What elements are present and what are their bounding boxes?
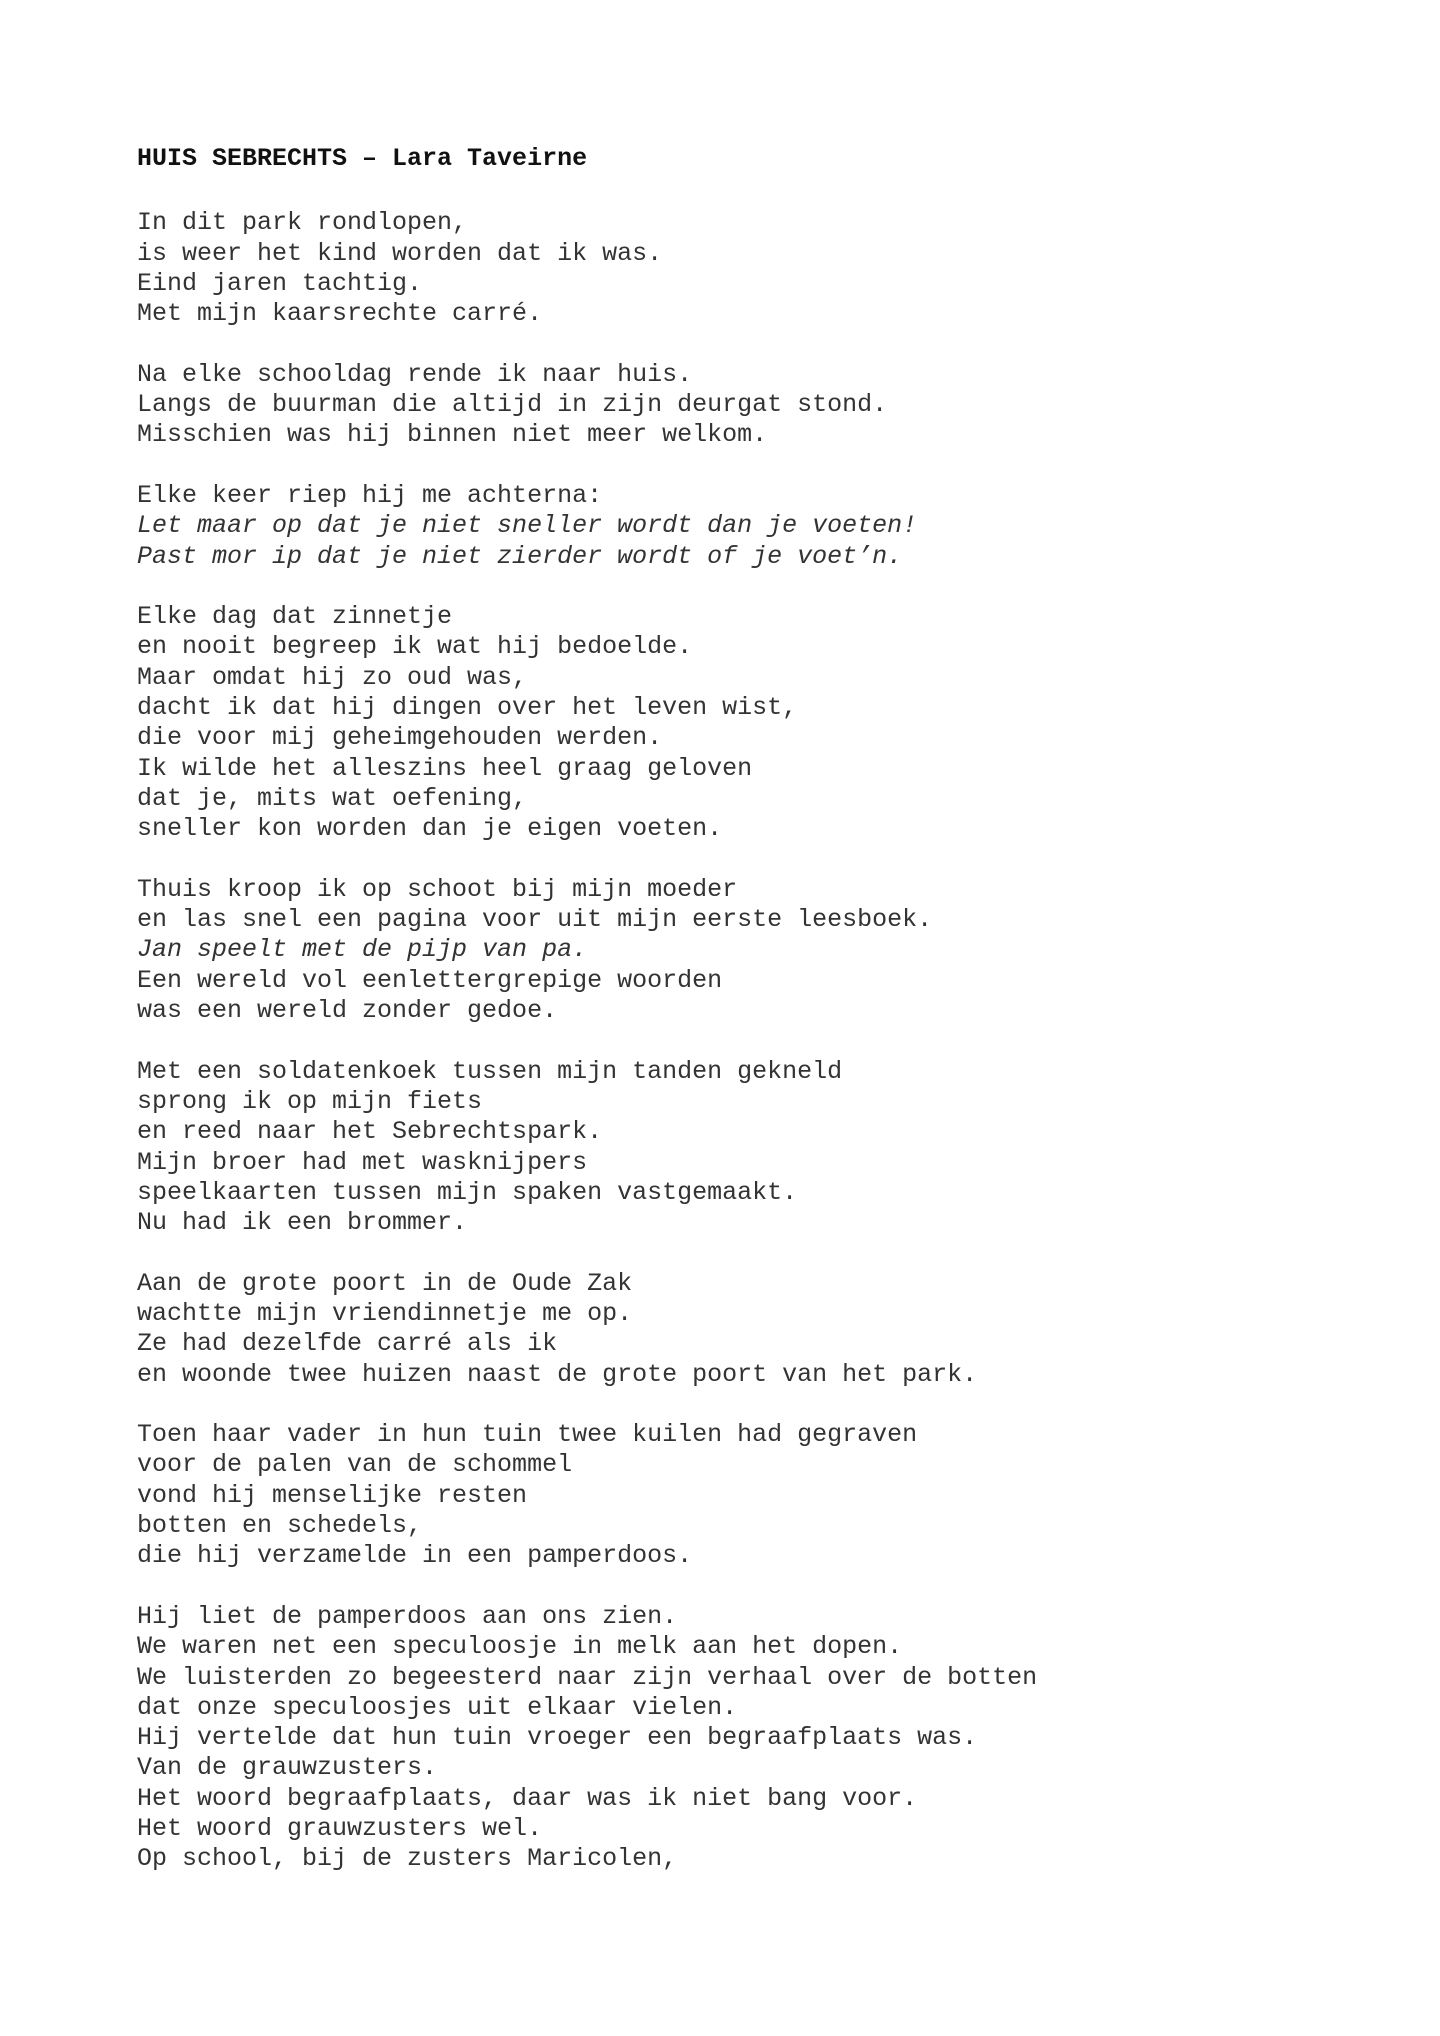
poem [137, 144, 1337, 1905]
stanza-6 [137, 1057, 1337, 1239]
poem-line: Het woord begraafplaats, daar was ik niet bang voor. [137, 1783, 918, 1813]
poem-line: Eind jaren tachtig. [137, 268, 423, 298]
poem-line: Met een soldatenkoek tussen mijn tanden gekneld [137, 1056, 843, 1086]
poem-line: Hij liet de pamperdoos aan ons zien. [137, 1601, 678, 1631]
poem-line: dacht ik dat hij dingen over het leven wist, [137, 693, 798, 723]
poem-line: We waren net een speculoosje in melk aan het dopen. [137, 1632, 903, 1662]
poem-line: Een wereld vol eenlettergrepige woorden [137, 965, 723, 995]
poem-line: wachtte mijn vriendinnetje me op. [137, 1298, 633, 1328]
poem-line: Mijn broer had met wasknijpers [137, 1147, 588, 1177]
stanza-1 [137, 208, 1337, 329]
poem-line: die hij verzamelde in een pamperdoos. [137, 1541, 693, 1571]
poem-line-italic: Let maar op dat je niet sneller wordt dan je voeten! [137, 511, 918, 541]
stanza-4 [137, 602, 1337, 844]
poem-line: Langs de buurman die altijd in zijn deurgat stond. [137, 390, 888, 420]
poem-line: voor de palen van de schommel [137, 1450, 573, 1480]
poem-line: Misschien was hij binnen niet meer welkom. [137, 420, 768, 450]
poem-line: We luisterden zo begeesterd naar zijn verhaal over de botten [137, 1662, 1038, 1692]
poem-line: Thuis kroop ik op schoot bij mijn moeder [137, 874, 738, 904]
poem-line: Ik wilde het alleszins heel graag geloven [137, 753, 753, 783]
poem-line: Op school, bij de zusters Maricolen, [137, 1844, 678, 1874]
poem-line: vond hij menselijke resten [137, 1480, 528, 1510]
poem-line: Ze had dezelfde carré als ik [137, 1329, 558, 1359]
poem-line: Van de grauwzusters. [137, 1753, 438, 1783]
poem-line: Elke dag dat zinnetje [137, 602, 453, 632]
poem-line: Hij vertelde dat hun tuin vroeger een begraafplaats was. [137, 1723, 978, 1753]
poem-line: Toen haar vader in hun tuin twee kuilen had gegraven [137, 1420, 918, 1450]
poem-line: botten en schedels, [137, 1511, 423, 1541]
poem-line: is weer het kind worden dat ik was. [137, 238, 663, 268]
poem-line: sneller kon worden dan je eigen voeten. [137, 814, 723, 844]
poem-line: sprong ik op mijn fiets [137, 1086, 483, 1116]
stanza-9 [137, 1602, 1337, 1875]
poem-line: en reed naar het Sebrechtspark. [137, 1117, 603, 1147]
poem-line: In dit park rondlopen, [137, 208, 468, 238]
stanza-3 [137, 481, 1337, 572]
stanza-8 [137, 1420, 1337, 1571]
stanza-2 [137, 360, 1337, 451]
poem-line: was een wereld zonder gedoe. [137, 996, 558, 1026]
poem-line: Maar omdat hij zo oud was, [137, 662, 528, 692]
poem-line: speelkaarten tussen mijn spaken vastgemaakt. [137, 1177, 798, 1207]
stanza-5 [137, 875, 1337, 1026]
poem-line: Met mijn kaarsrechte carré. [137, 299, 543, 329]
poem-line: Nu had ik een brommer. [137, 1208, 468, 1238]
poem-line: en nooit begreep ik wat hij bedoelde. [137, 632, 693, 662]
poem-line-italic: Past mor ip dat je niet zierder wordt of je voet’n. [137, 541, 903, 571]
poem-line: Het woord grauwzusters wel. [137, 1814, 543, 1844]
poem-line: Elke keer riep hij me achterna: [137, 480, 603, 510]
poem-line: dat je, mits wat oefening, [137, 783, 528, 813]
poem-line: dat onze speculoosjes uit elkaar vielen. [137, 1692, 738, 1722]
poem-title: HUIS SEBRECHTS – Lara Taveirne [137, 144, 588, 173]
poem-line: en woonde twee huizen naast de grote poort van het park. [137, 1359, 978, 1389]
stanza-7 [137, 1269, 1337, 1390]
poem-line: en las snel een pagina voor uit mijn eerste leesboek. [137, 905, 933, 935]
poem-line: Aan de grote poort in de Oude Zak [137, 1268, 633, 1298]
poem-line: Na elke schooldag rende ik naar huis. [137, 359, 693, 389]
poem-line-italic: Jan speelt met de pijp van pa. [137, 935, 588, 965]
poem-line: die voor mij geheimgehouden werden. [137, 723, 663, 753]
